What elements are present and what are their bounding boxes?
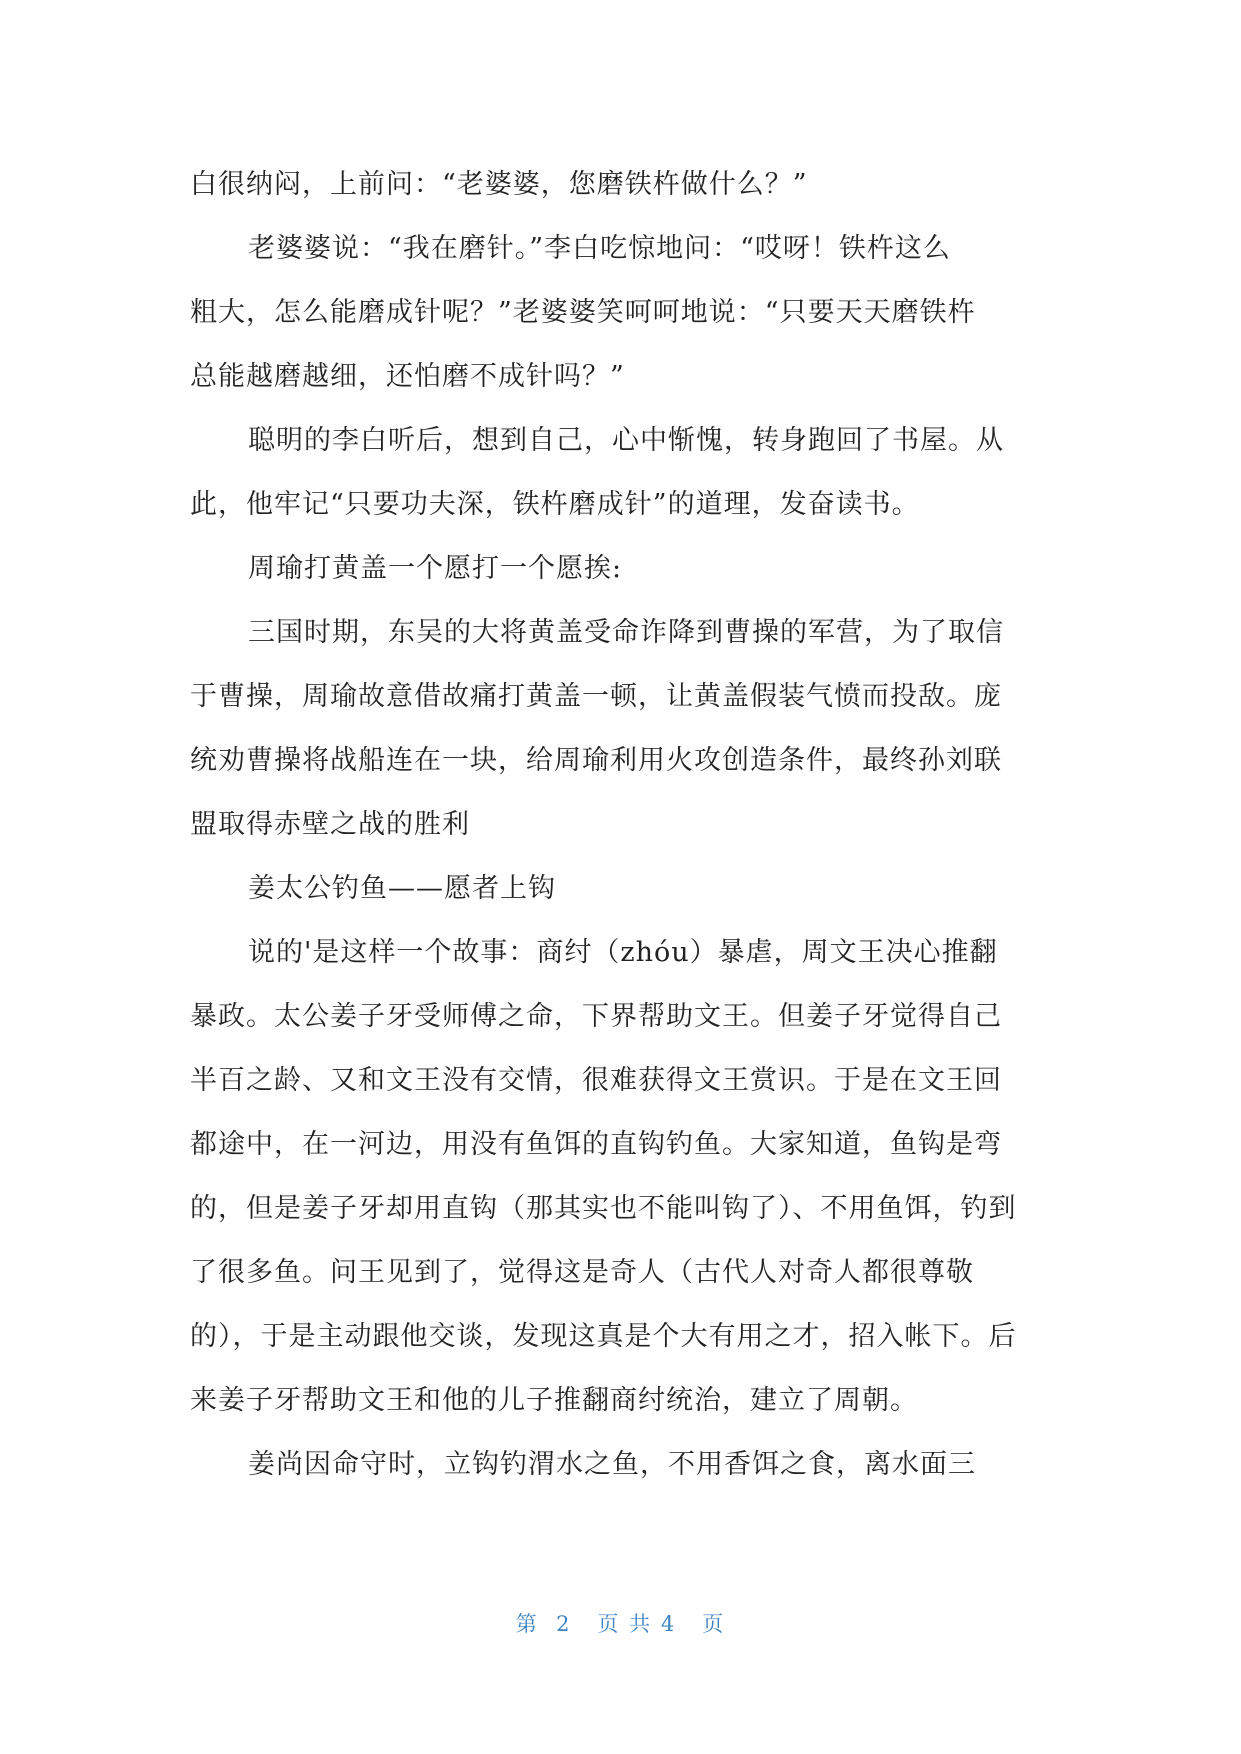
text-line: 姜尚因命守时，立钩钓渭水之鱼，不用香饵之食，离水面三 [248, 1449, 976, 1480]
text-line: 都途中，在一河边，用没有鱼饵的直钩钓鱼。大家知道，鱼钩是弯 [190, 1129, 1002, 1160]
text-line: 白很纳闷，上前问：“老婆婆，您磨铁杵做什么？” [190, 169, 808, 200]
text-line: 周瑜打黄盖一个愿打一个愿挨: [248, 553, 623, 584]
text-line: 了很多鱼。问王见到了，觉得这是奇人（古代人对奇人都很尊敬 [190, 1257, 974, 1288]
text-line: 总能越磨越细，还怕磨不成针吗？” [190, 361, 625, 392]
text-line: 三国时期，东吴的大将黄盖受命诈降到曹操的军营，为了取信 [248, 617, 1004, 648]
text-line: 说的'是这样一个故事：商纣（zhóu）暴虐，周文王决心推翻 [248, 937, 998, 968]
page-number-footer: 第 2 页 共 4 页 [515, 1612, 726, 1636]
text-line: 盟取得赤壁之战的胜利 [190, 809, 470, 840]
text-line: 的），于是主动跟他交谈，发现这真是个大有用之才，招入帐下。后 [190, 1321, 1017, 1352]
text-line: 姜太公钓鱼——愿者上钩 [248, 873, 556, 904]
text-line: 粗大，怎么能磨成针呢？”老婆婆笑呵呵地说：“只要天天磨铁杵 [190, 297, 976, 328]
text-line: 的，但是姜子牙却用直钩（那其实也不能叫钩了）、不用鱼饵，钓到 [190, 1193, 1017, 1224]
text-line: 此，他牢记“只要功夫深，铁杵磨成针”的道理，发奋读书。 [190, 489, 920, 520]
text-line: 聪明的李白听后，想到自己，心中惭愧，转身跑回了书屋。从 [248, 425, 1004, 456]
text-line: 于曹操，周瑜故意借故痛打黄盖一顿，让黄盖假装气愤而投敌。庞 [190, 681, 1002, 712]
text-line: 老婆婆说：“我在磨针。”李白吃惊地问：“哎呀！铁杵这么 [248, 233, 951, 264]
text-line: 暴政。太公姜子牙受师傅之命，下界帮助文王。但姜子牙觉得自己 [190, 1001, 1002, 1032]
text-line: 半百之龄、又和文王没有交情，很难获得文王赏识。于是在文王回 [190, 1065, 1002, 1096]
text-line: 来姜子牙帮助文王和他的儿子推翻商纣统治，建立了周朝。 [190, 1385, 918, 1416]
text-line: 统劝曹操将战船连在一块，给周瑜利用火攻创造条件，最终孙刘联 [190, 745, 1002, 776]
